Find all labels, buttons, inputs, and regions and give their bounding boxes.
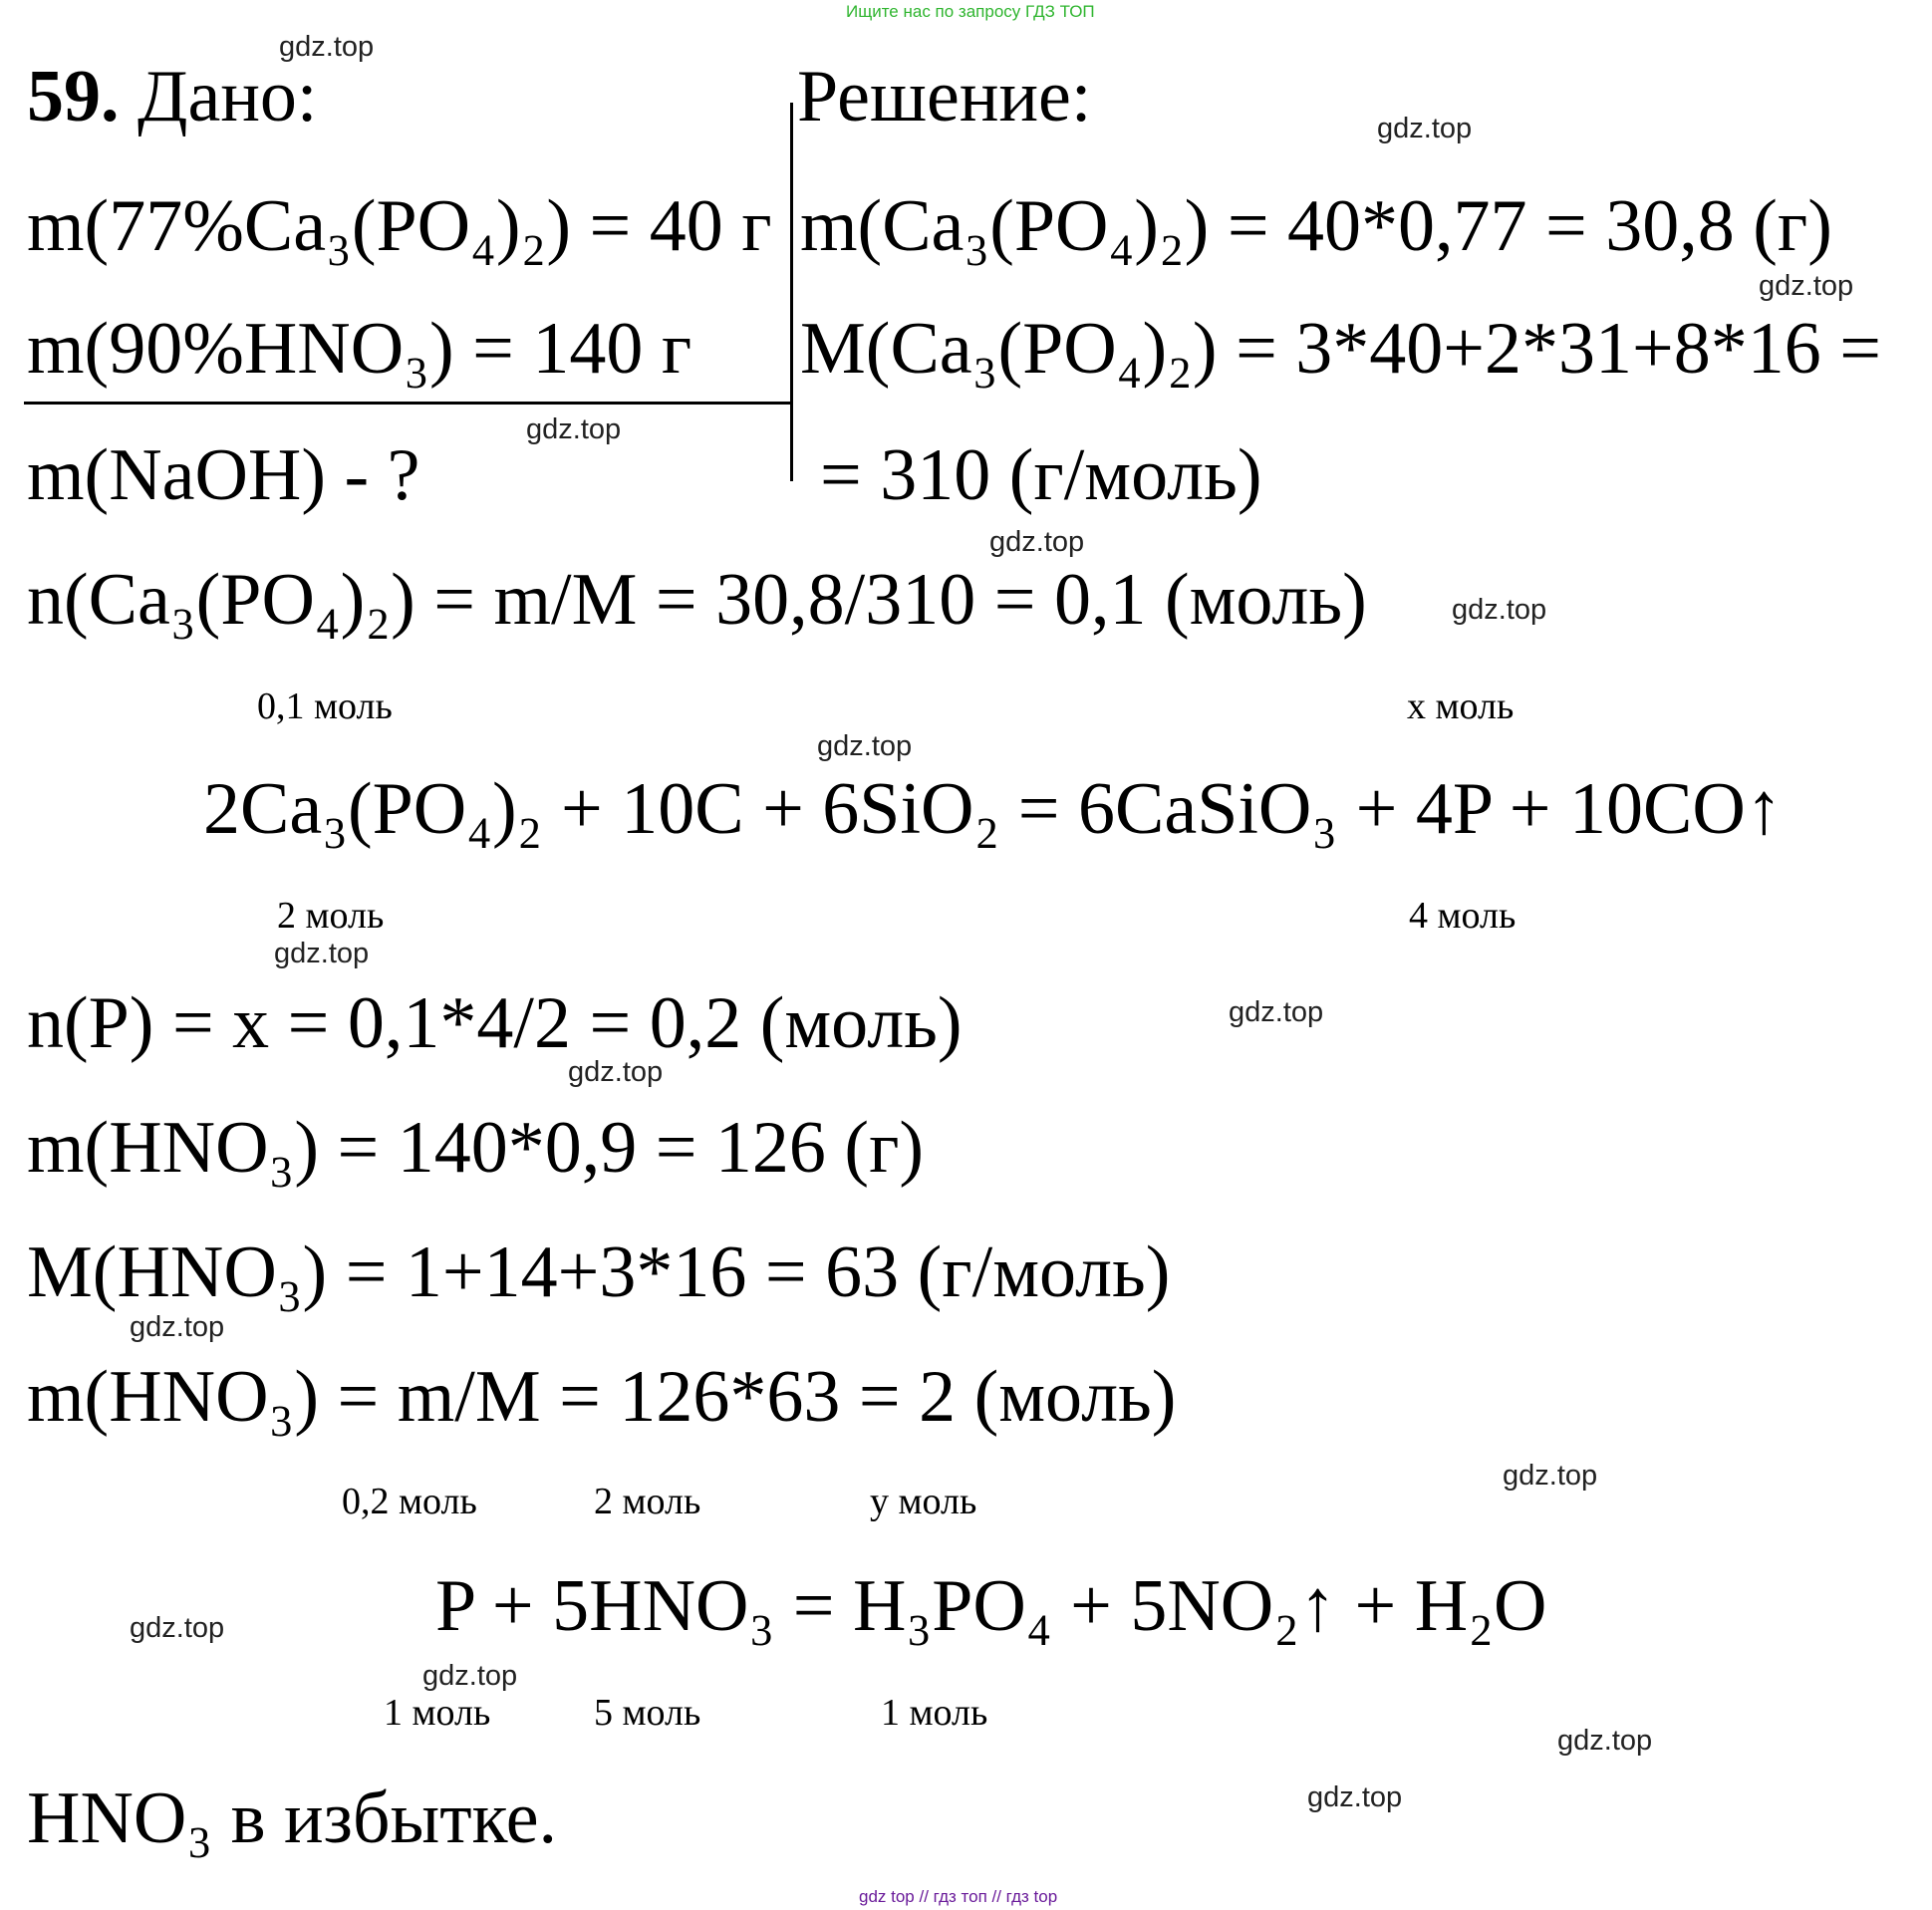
- watermark: gdz.top: [274, 938, 370, 969]
- watermark: gdz.top: [1229, 996, 1324, 1028]
- problem-header: [27, 56, 318, 137]
- solution-line-3: = 310 (г/моль): [820, 434, 1262, 516]
- watermark: gdz.top: [1759, 270, 1854, 302]
- reaction2-below-2: 5 моль: [594, 1692, 701, 1734]
- watermark: gdz.top: [568, 1056, 664, 1088]
- watermark: gdz.top: [526, 413, 622, 445]
- m-nitric-acid: m(HNO₃) = 140*0,9 = 126 (г): [27, 1107, 925, 1189]
- reaction2-above-1: 0,2 моль: [342, 1481, 477, 1522]
- watermark: gdz.top: [1557, 1725, 1653, 1757]
- problem-number: 59.: [27, 56, 120, 137]
- given-divider-horizontal: [24, 402, 793, 405]
- header-note: Ищите нас по запросу ГДЗ ТОП: [846, 2, 1095, 21]
- given-line-1: m(77%Ca₃(PO₄)₂) = 40 г: [27, 185, 772, 267]
- watermark: gdz.top: [130, 1311, 225, 1343]
- watermark: gdz.top: [989, 526, 1085, 558]
- n-phosphorus: n(P) = x = 0,1*4/2 = 0,2 (моль): [27, 982, 963, 1064]
- given-label: Дано:: [138, 56, 318, 137]
- watermark: gdz.top: [130, 1612, 225, 1644]
- reaction1-below-right: 4 моль: [1409, 895, 1517, 937]
- reaction2-equation: P + 5HNO₃ = H₃PO₄ + 5NO₂↑ + H₂O: [435, 1565, 1547, 1647]
- watermark: gdz.top: [422, 1660, 518, 1692]
- find-line: m(NaOH) - ?: [27, 434, 420, 516]
- n-calcium-phosphate: n(Ca₃(PO₄)₂) = m/M = 30,8/310 = 0,1 (моль): [27, 559, 1367, 641]
- footer-note: gdz top // гдз топ // гдз top: [859, 1887, 1058, 1906]
- given-line-2: m(90%HNO₃) = 140 г: [27, 308, 692, 390]
- watermark: gdz.top: [817, 730, 913, 762]
- molar-mass-nitric-acid: M(HNO₃) = 1+14+3*16 = 63 (г/моль): [27, 1231, 1171, 1313]
- reaction1-above-right: x моль: [1407, 685, 1515, 727]
- reaction2-above-2: 2 моль: [594, 1481, 701, 1522]
- reaction1-below-left: 2 моль: [277, 895, 385, 937]
- given-divider-vertical: [790, 103, 793, 481]
- conclusion: HNO₃ в избытке.: [27, 1777, 558, 1859]
- watermark: gdz.top: [1503, 1460, 1598, 1492]
- reaction1-above-left: 0,1 моль: [257, 685, 393, 727]
- solution-line-1: m(Ca₃(PO₄)₂) = 40*0,77 = 30,8 (г): [800, 185, 1832, 267]
- n-nitric-acid: m(HNO₃) = m/M = 126*63 = 2 (моль): [27, 1356, 1177, 1438]
- reaction1-equation: 2Ca₃(PO₄)₂ + 10C + 6SiO₂ = 6CaSiO₃ + 4P + 10CO↑: [203, 768, 1783, 850]
- watermark: gdz.top: [1307, 1781, 1403, 1813]
- watermark: gdz.top: [1377, 113, 1473, 144]
- reaction2-above-3: y моль: [870, 1481, 977, 1522]
- watermark: gdz.top: [279, 31, 375, 63]
- solution-line-2: M(Ca₃(PO₄)₂) = 3*40+2*31+8*16 =: [800, 308, 1881, 390]
- reaction2-below-1: 1 моль: [384, 1692, 491, 1734]
- watermark: gdz.top: [1452, 594, 1547, 626]
- solution-label: Решение:: [797, 56, 1092, 137]
- reaction2-below-3: 1 моль: [881, 1692, 988, 1734]
